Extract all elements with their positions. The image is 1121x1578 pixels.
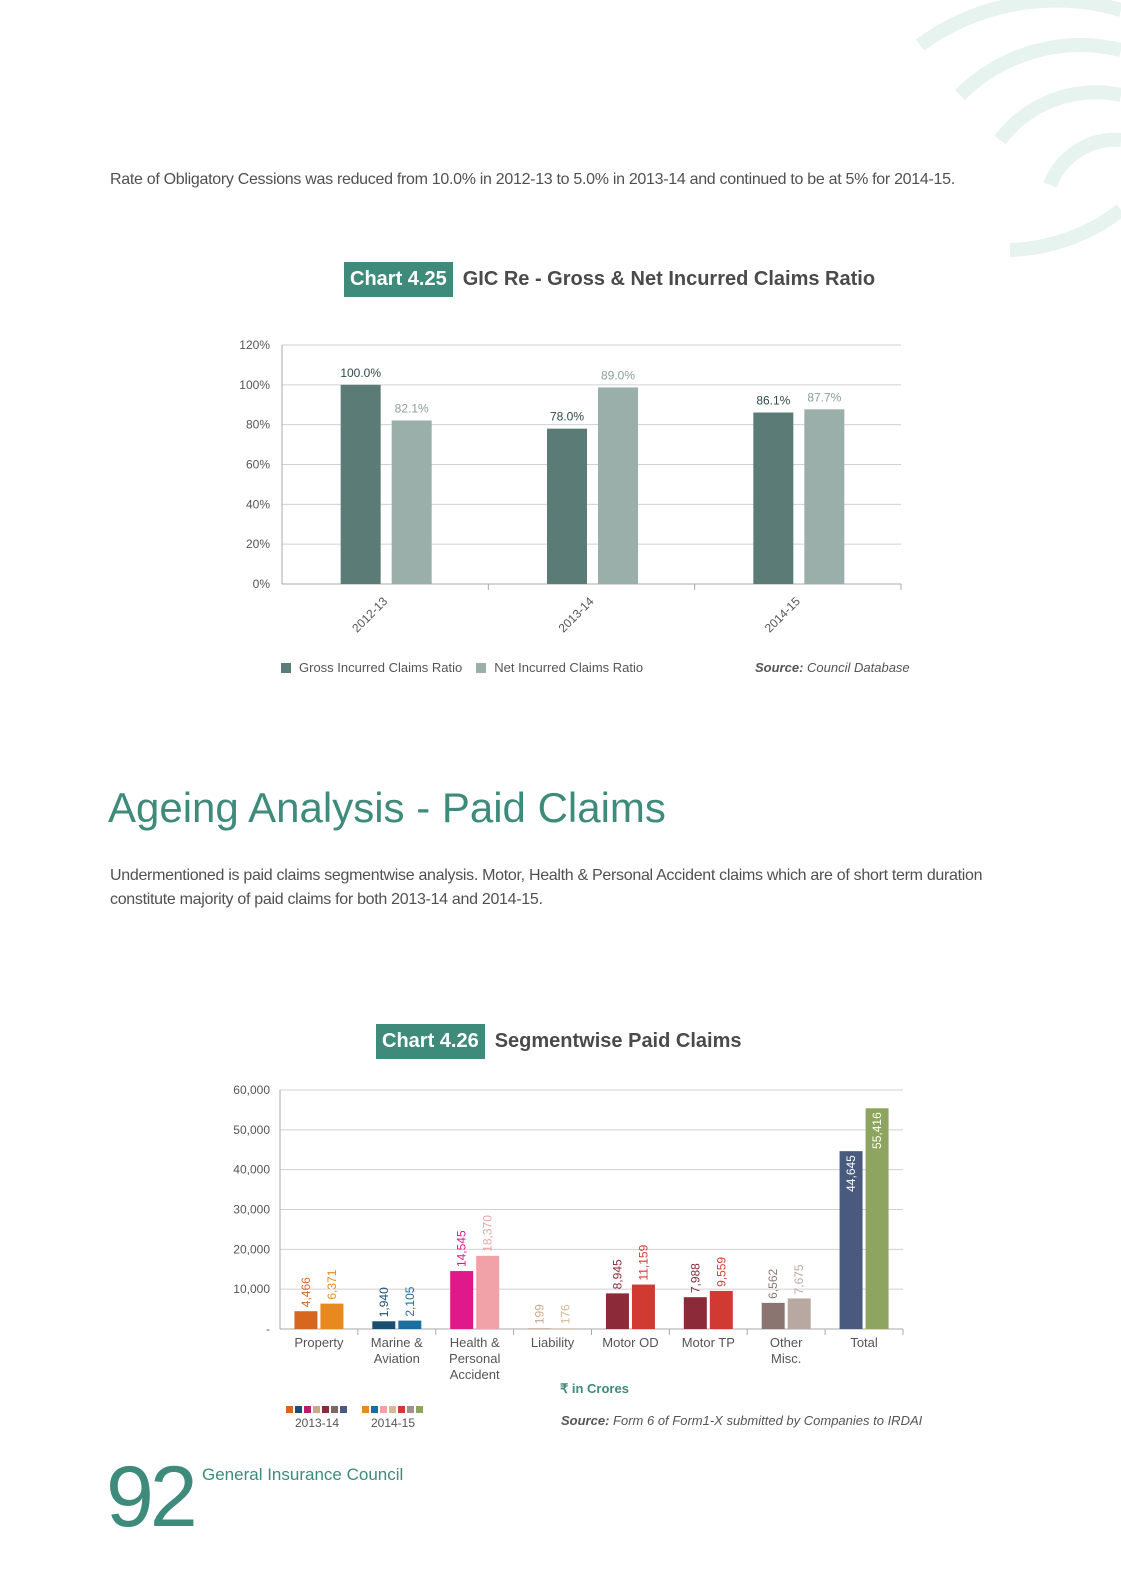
footer-org-name: General Insurance Council	[202, 1465, 404, 1484]
legend-2013-14	[282, 1402, 352, 1430]
x-tick-label: 2013-14	[555, 594, 597, 636]
bar-gross	[753, 413, 793, 584]
data-label: 87.7%	[807, 390, 842, 405]
legend-swatch	[371, 1406, 378, 1413]
bar-2013-14	[528, 1328, 551, 1329]
bar-net	[804, 409, 844, 584]
legend-gross	[281, 660, 462, 675]
data-label: 176	[558, 1304, 573, 1325]
section-paragraph: Undermentioned is paid claims segmentwise analysis. Motor, Health & Personal Accident claims which are of short term duration constitute majority of paid claims for both 2013-14 and 2014-15.	[110, 867, 983, 908]
y-tick-label: 50,000	[233, 1122, 270, 1137]
chart1-source	[755, 660, 910, 675]
data-label: 1,940	[376, 1287, 391, 1318]
legend-2014-15-label: 2014-15	[370, 1416, 416, 1430]
legend-net-swatch	[476, 663, 486, 673]
x-tick-label: Motor OD	[602, 1335, 659, 1350]
chart1-title: GIC Re - Gross & Net Incurred Claims Ratio	[462, 268, 876, 290]
chart1-source-text: Council Database	[807, 660, 910, 675]
x-tick-label: 2012-13	[349, 594, 391, 636]
legend-gross-label: Gross Incurred Claims Ratio	[299, 660, 463, 675]
y-tick-label: 80%	[245, 417, 270, 432]
data-label: 199	[532, 1304, 547, 1325]
y-tick-label: 100%	[239, 377, 270, 392]
y-tick-label: 20%	[245, 537, 270, 552]
bar-net	[392, 420, 432, 584]
y-tick-label: 0%	[252, 577, 270, 591]
bar-2014-15	[320, 1304, 343, 1329]
chart2-title: Segmentwise Paid Claims	[494, 1030, 742, 1052]
section-title: Ageing Analysis - Paid Claims	[108, 784, 666, 831]
data-label: 6,562	[766, 1268, 781, 1299]
legend-swatch	[340, 1406, 347, 1413]
x-tick-label: Liability	[530, 1335, 575, 1350]
chart1-legend	[281, 660, 657, 675]
chart1-header	[344, 262, 875, 297]
bar-2013-14	[294, 1311, 317, 1329]
chart1-number: Chart 4.25	[344, 262, 453, 297]
data-label: 8,945	[610, 1259, 625, 1290]
bar-2013-14	[372, 1321, 395, 1329]
legend-swatch	[362, 1406, 369, 1413]
bar-2013-14	[606, 1293, 629, 1329]
legend-swatch	[313, 1406, 320, 1413]
data-label: 6,371	[324, 1269, 339, 1300]
y-tick-label: 60%	[245, 457, 270, 472]
y-tick-label: 120%	[239, 338, 270, 352]
x-tick-label: Other Misc.	[769, 1335, 803, 1366]
legend-swatch	[389, 1406, 396, 1413]
data-label: 2,105	[402, 1286, 417, 1317]
y-tick-label: 30,000	[233, 1202, 270, 1217]
y-tick-label: 40%	[245, 497, 270, 512]
bar-2014-15	[710, 1291, 733, 1329]
chart2-number: Chart 4.26	[376, 1024, 485, 1059]
y-tick-label: 10,000	[233, 1282, 270, 1297]
intro-paragraph: Rate of Obligatory Cessions was reduced from 10.0% in 2012-13 to 5.0% in 2013-14 and continued to be at 5% for 2014-15.	[110, 171, 955, 188]
legend-swatch	[416, 1406, 423, 1413]
legend-2013-14-label: 2013-14	[294, 1416, 340, 1430]
data-label: 9,559	[714, 1256, 729, 1287]
data-label: 11,159	[636, 1244, 651, 1281]
bar-2013-14	[450, 1271, 473, 1329]
bar-net	[598, 387, 638, 584]
data-label: 100.0%	[340, 365, 382, 380]
y-tick-label: 60,000	[233, 1083, 270, 1097]
legend-2014-15-swatches	[358, 1402, 428, 1416]
chart2-source-text: Form 6 of Form1-X submitted by Companies to IRDAI	[613, 1413, 923, 1428]
legend-swatch	[398, 1406, 405, 1413]
data-label: 18,370	[480, 1215, 495, 1252]
y-tick-label: 40,000	[233, 1162, 270, 1177]
legend-2014-15	[358, 1402, 428, 1430]
legend-swatch	[304, 1406, 311, 1413]
bar-2013-14	[684, 1297, 707, 1329]
data-label: 7,675	[792, 1264, 807, 1295]
chart2-source-label: Source:	[561, 1413, 610, 1428]
legend-swatch	[295, 1406, 302, 1413]
bar-2014-15	[476, 1256, 499, 1329]
x-tick-label: Motor TP	[681, 1335, 735, 1350]
data-label: 82.1%	[394, 401, 429, 416]
page-number: 92	[106, 1449, 194, 1545]
bar-2013-14	[762, 1303, 785, 1329]
bar-2014-15	[554, 1328, 577, 1329]
y-tick-label: 20,000	[233, 1242, 270, 1257]
chart1-source-label: Source:	[755, 660, 804, 675]
data-label: 86.1%	[756, 393, 791, 408]
x-tick-label: Marine & Aviation	[370, 1335, 423, 1366]
x-tick-label: 2014-15	[761, 594, 803, 636]
data-label: 7,988	[688, 1263, 703, 1294]
bar-2014-15	[398, 1321, 421, 1329]
bar-2014-15	[632, 1285, 655, 1329]
bar-2014-15	[788, 1298, 811, 1329]
data-label: 89.0%	[600, 368, 636, 383]
legend-swatch	[286, 1406, 293, 1413]
data-label: 14,545	[454, 1230, 469, 1268]
x-tick-label: Health & Personal Accident	[449, 1335, 501, 1382]
chart2-header	[376, 1024, 741, 1059]
segmentwise-paid-claims-chart	[220, 1075, 920, 1395]
legend-2013-14-swatches	[282, 1402, 352, 1416]
bar-gross	[341, 385, 381, 584]
data-label: 4,466	[298, 1277, 313, 1308]
chart2-unit-label: ₹ in Crores	[560, 1381, 629, 1396]
chart2-source	[561, 1413, 922, 1428]
data-label: 44,645	[844, 1155, 859, 1192]
legend-swatch	[380, 1406, 387, 1413]
decorative-arcs	[900, 0, 1121, 270]
legend-swatch	[331, 1406, 338, 1413]
legend-swatch	[322, 1406, 329, 1413]
data-label: 78.0%	[549, 409, 585, 424]
legend-net	[476, 660, 643, 675]
claims-ratio-chart	[225, 330, 915, 650]
legend-gross-swatch	[281, 663, 291, 673]
y-tick-label: -	[266, 1322, 270, 1336]
bar-gross	[547, 429, 587, 584]
data-label: 55,416	[870, 1112, 885, 1149]
legend-net-label: Net Incurred Claims Ratio	[494, 660, 644, 675]
x-tick-label: Total	[850, 1335, 878, 1350]
legend-swatch	[407, 1406, 414, 1413]
x-tick-label: Property	[294, 1335, 344, 1350]
